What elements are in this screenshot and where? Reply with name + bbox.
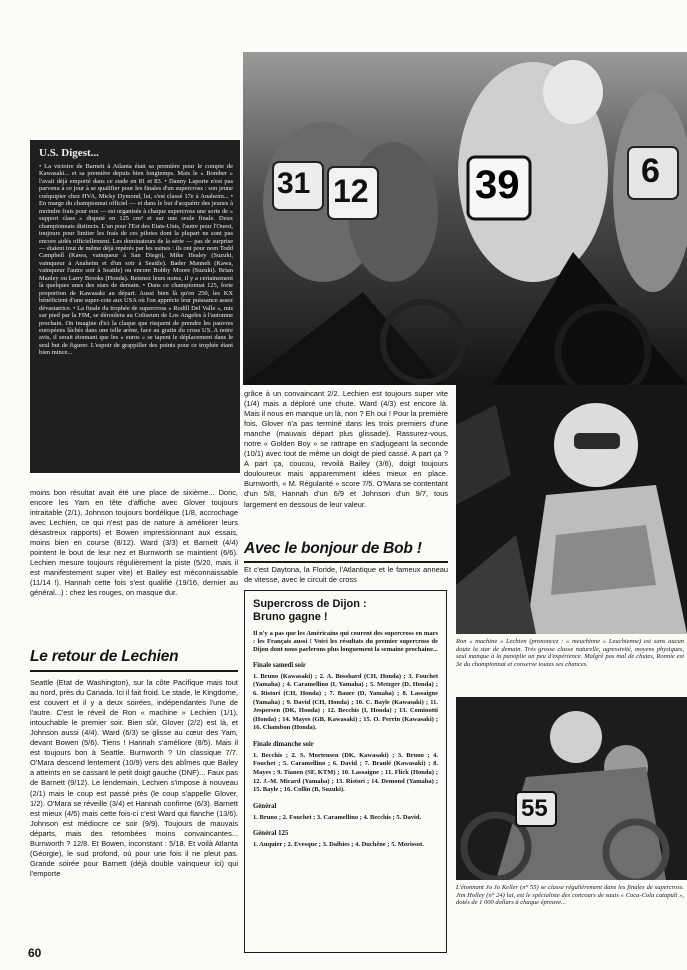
dijon-intro: Il n'y a pas que les Américains qui courent des supercross en mars : les Français aussi ! Voici les résultats du premier supercross de Dijon dont nous parlerons plus longuement la semaine prochaine... <box>253 630 438 653</box>
section-body-samedi: 1. Bruno (Kawasaki) ; 2. A. Bosshard (CH, Honda) ; 3. Fouchet (Yamaha) ; 4. Caramellino (I, Yamaha) ; 5. Metzger (D, Honda) ; 6. Ristori (CH, Honda) ; 7. Bauer (D, Yamaha) ; 8. Lassaigne (Yamaha) ; 9. David (CH, Honda) ; 10. C. Bayle (Kawasaki) ; 11. Jespersen (DK, Honda) ; 12. Becchis (I, Honda) ; 13. Cominotti (Honda) ; 14. Mayes (GB, Kawasaki) ; 15. O. Perrin (Kawasaki) ; 16. Chambon (Honda). <box>253 672 438 732</box>
section-heading-general: Général <box>253 802 277 810</box>
dijon-title-line2: Bruno gagne ! <box>253 610 328 623</box>
middle-column-para2: Et c'est Daytona, la Floride, l'Atlantique et le fameux anneau de vitesse, avec le circuit de cross <box>244 565 448 585</box>
us-digest-body: • La victoire de Barnett à Atlanta était sa première pour le compte de Kawasaki... et sa première depuis bien longtemps. Mais le « Bomber » l'avait déjà emporté dans ce stade en 81 et 83. • Danny Laporte n'est pas parvenu à ce jour à se qualifier pour les finales d'un supercross : son jeune coéquipier chez HVA, Micky Dymond, lui, s'est classé 17e à Anaheim... • En marge du championnat officiel — et dans le but d'acquérir des jeunes à moindre frais pour eux — est organisée à chaque supercross une sorte de « support class » disputé en 125 cm³ et sur une seule finale. Deux championnats distincts. L'un pour l'Est des Etats-Unis, l'autre pour l'Ouest, toujours pour limiter les frais de ces pilotes dont la plupart ne sont pas encore aidés officiellement. Les dominateurs de la série — pas de surprise — étaient tout de même déjà repérés par les usines : ils ont pour nom Todd Campbell (Kawa, vainqueur à San Diego), Mike Healey (Suzuki, vainqueur à Anaheim et d'un soir à Seattle). Bader Manneh (Kawa, vainqueur l'autre soir à Seattle) ou encore Bobby Moore (Suzuki). Brian Manley ou Larry Brooks (Honda). Retenez leurs noms, il y a certainement là quelques unes des stars de demain. • Dans ce championnat 125, forte proportion de Kawasaki au départ. Aussi bien là qu'en 250, les KX bénéficient d'une super-cote aux USA où l'on apprécie leur puissance assez dévastatrice. • La finale du trophée de supercross « Rodill Del Valle », mis sur pied par la FIM, se déroulera au Coliseum de Los Angeles à l'automne prochain. On imagine d'ici la claque que risquent de prendre les pauvres européens lâchés dans une telle arène, face au gratin du cross US. A notre avis, il serait étonnant que les « euros » se tapent le déplacement dans le seul but de figurer. L'espoir de grappiller des points pour ce trophée étant bien mince... <box>39 163 233 357</box>
caption-lechien: Ron « machine » Lechien (prononcez : « meuchinne » Leuchienne) est sans aucun doute la star de demain. Très grosse classe naturelle, agressivité, moyens physiques, seul manque à la panoplie un peu d'expérience. Malgré pas mal de chutes, Ronnie est 3e du championnat et conserve toutes ses chances. <box>456 638 684 668</box>
section-heading-general-125: Général 125 <box>253 830 289 838</box>
section-body-dimanche: 1. Becchis ; 2. S. Mortensen (DK, Kawasaki) ; 3. Bruno ; 4. Fouchet ; 5. Caramellino ; 6. David ; 7. Branlé (Kawasaki) ; 8. Mayes ; 9. Tianen (SF, KTM) ; 10. Lassaigne ; 11. Flick (Honda) ; 12. J.-M. Micard (Yamaha) ; 13. Ristori ; 14. Demond (Yamaha) ; 15. Bayle ; 16. Collin (B, Suzuki). <box>253 751 438 794</box>
dijon-title-line1: Supercross de Dijon : <box>253 598 367 610</box>
number-plate-39: 39 <box>475 163 520 207</box>
page-number: 60 <box>28 946 42 960</box>
heading-rule-middle <box>244 561 448 563</box>
number-plate-12: 12 <box>333 173 369 209</box>
section-body-general: 1. Bruno ; 2. Fouchet ; 3. Caramellino ; 4. Becchis ; 5. David. <box>253 813 422 821</box>
middle-column-para1: grâce à un convaincant 2/2. Lechien est toujours super vite (1/4) mais a déploré une chute. Ward (4/3) est encore là. Mais il nous en manque un là, non ? Eh oui ! Pour la première fois, Glover n'a pas terminé dans les trois premiers d'une manche (mauvais départ plus glissade). Rassurez-vous, notre « Golden Boy » se rattrape en s'adjugeant la seconde (10/1) avec tout de même un doigt de pied cassé. A part ça ? A part ça, coucou, revoilà Bailey (3/6), doigt toujours douloureux mais apparemment idées mieux en place. Burnworth, « M. Régularité » score 7/5. O'Mara se contentant d'un 5/8, Hannah d'un 6/9 et Johnson d'un 9/7, tous largement en dessous de leur valeur. <box>244 389 448 509</box>
section-body-general-125: 1. Auquier ; 2. Evesque ; 3. Dalbies ; 4. Duchêne ; 5. Morissot. <box>253 841 424 849</box>
keller-photo <box>456 697 687 880</box>
number-plate-31: 31 <box>277 167 311 200</box>
number-plate-6: 6 <box>641 152 660 190</box>
section-heading-samedi: Finale samedi soir <box>253 661 306 669</box>
heading-bonjour-bob: Avec le bonjour de Bob ! <box>244 540 422 557</box>
caption-keller: L'étonnant Jo Jo Keller (n° 55) se classe régulièrement dans les finales de supercross. Jim Holley (n° 24) lui, est le spécialiste des concours de sauts « Coca-Cola catapult », dotés de 1 000 dollars à chaque épreuve... <box>456 884 684 907</box>
dijon-results-box <box>244 590 447 953</box>
left-column-para2: Seattle (Etat de Washington), sur la côte Pacifique mais tout au nord, près du Canada. Ici il fait froid. Le stade, le Kingdome, est couvert et il y a deux soirées, indépendantes l'une de l'autre. C'est le réveil de Ron « machine » Lechien (1/1), intouchable le premier soir. Bien sûr, Glover (2/2) est là, et Johnson aussi (4/4). Ward (6/3) se glisse au cœur des Yam, devant Bowen (5/6). Tiens ! Hannah s'améliore (8/5). Mais il est toujours bon à Seattle. Burnworth ? Un classique 7/7. O'Mara descend lentement (10/9) vers des abîmes que Bailey a atteints en se cassant le petit doigt gauche (DNF)... Faux pas de Barnett (9/12). Le lendemain, Lechien s'impose à nouveau (2/1) mais le coup est passé près (le coup s'appelle Glover, 1/2). O'Mara se réveille (3/4) et Hannah confirme (6/3). Barnett est mieux (4/5) mais cette fois-ci c'est Ward qui flanche (13/6). Johnson est médiocre ce soir (9/9). Toujours de mauvais départs, mais des retombées moins convaincantes... Burnworth ? 12/8. Et Bowen, inconstant : 5/18. Et voilà Atlanta (Géorgie), le sud profond, où pour une fois il ne pleut pas. Grande soirée pour Barnett (déjà double vainqueur ici) qui l'emporte <box>30 678 238 878</box>
us-digest-title: U.S. Digest... <box>39 147 99 159</box>
us-digest-box <box>30 140 240 473</box>
heading-rule-left <box>30 670 238 672</box>
top-race-photo <box>243 52 687 385</box>
section-heading-dimanche: Finale dimanche soir <box>253 740 314 748</box>
heading-retour-lechien: Le retour de Lechien <box>30 648 179 665</box>
number-plate-55: 55 <box>521 795 548 822</box>
left-column-para1: moins bon résultat avait été une place de sixième... Donc, encore les Yam en tête d'affiche avec Glover toujours intraitable (2/1), Johnson toujours bordélique (1/8, accrochage avec Lechien, ce qui n'est pas de nature à améliorer leurs désastreux rapports) et Bowen impressionnant aux essais, moins bien en course (8/12). Ward (3/3) et Barnett (4/4) pointent le bout de leur nez et Burnworth se maintient (6/6). Lechien mesure toujours régulièrement la piste (5/20, mais il est manifestement super vite) et Bailey est méconnaissable (11/14 !). Hannah cette fois s'est qualifié (19/16, dernier au général...) : chez les rouges, on masque dur. <box>30 488 238 598</box>
lechien-photo <box>456 385 687 634</box>
